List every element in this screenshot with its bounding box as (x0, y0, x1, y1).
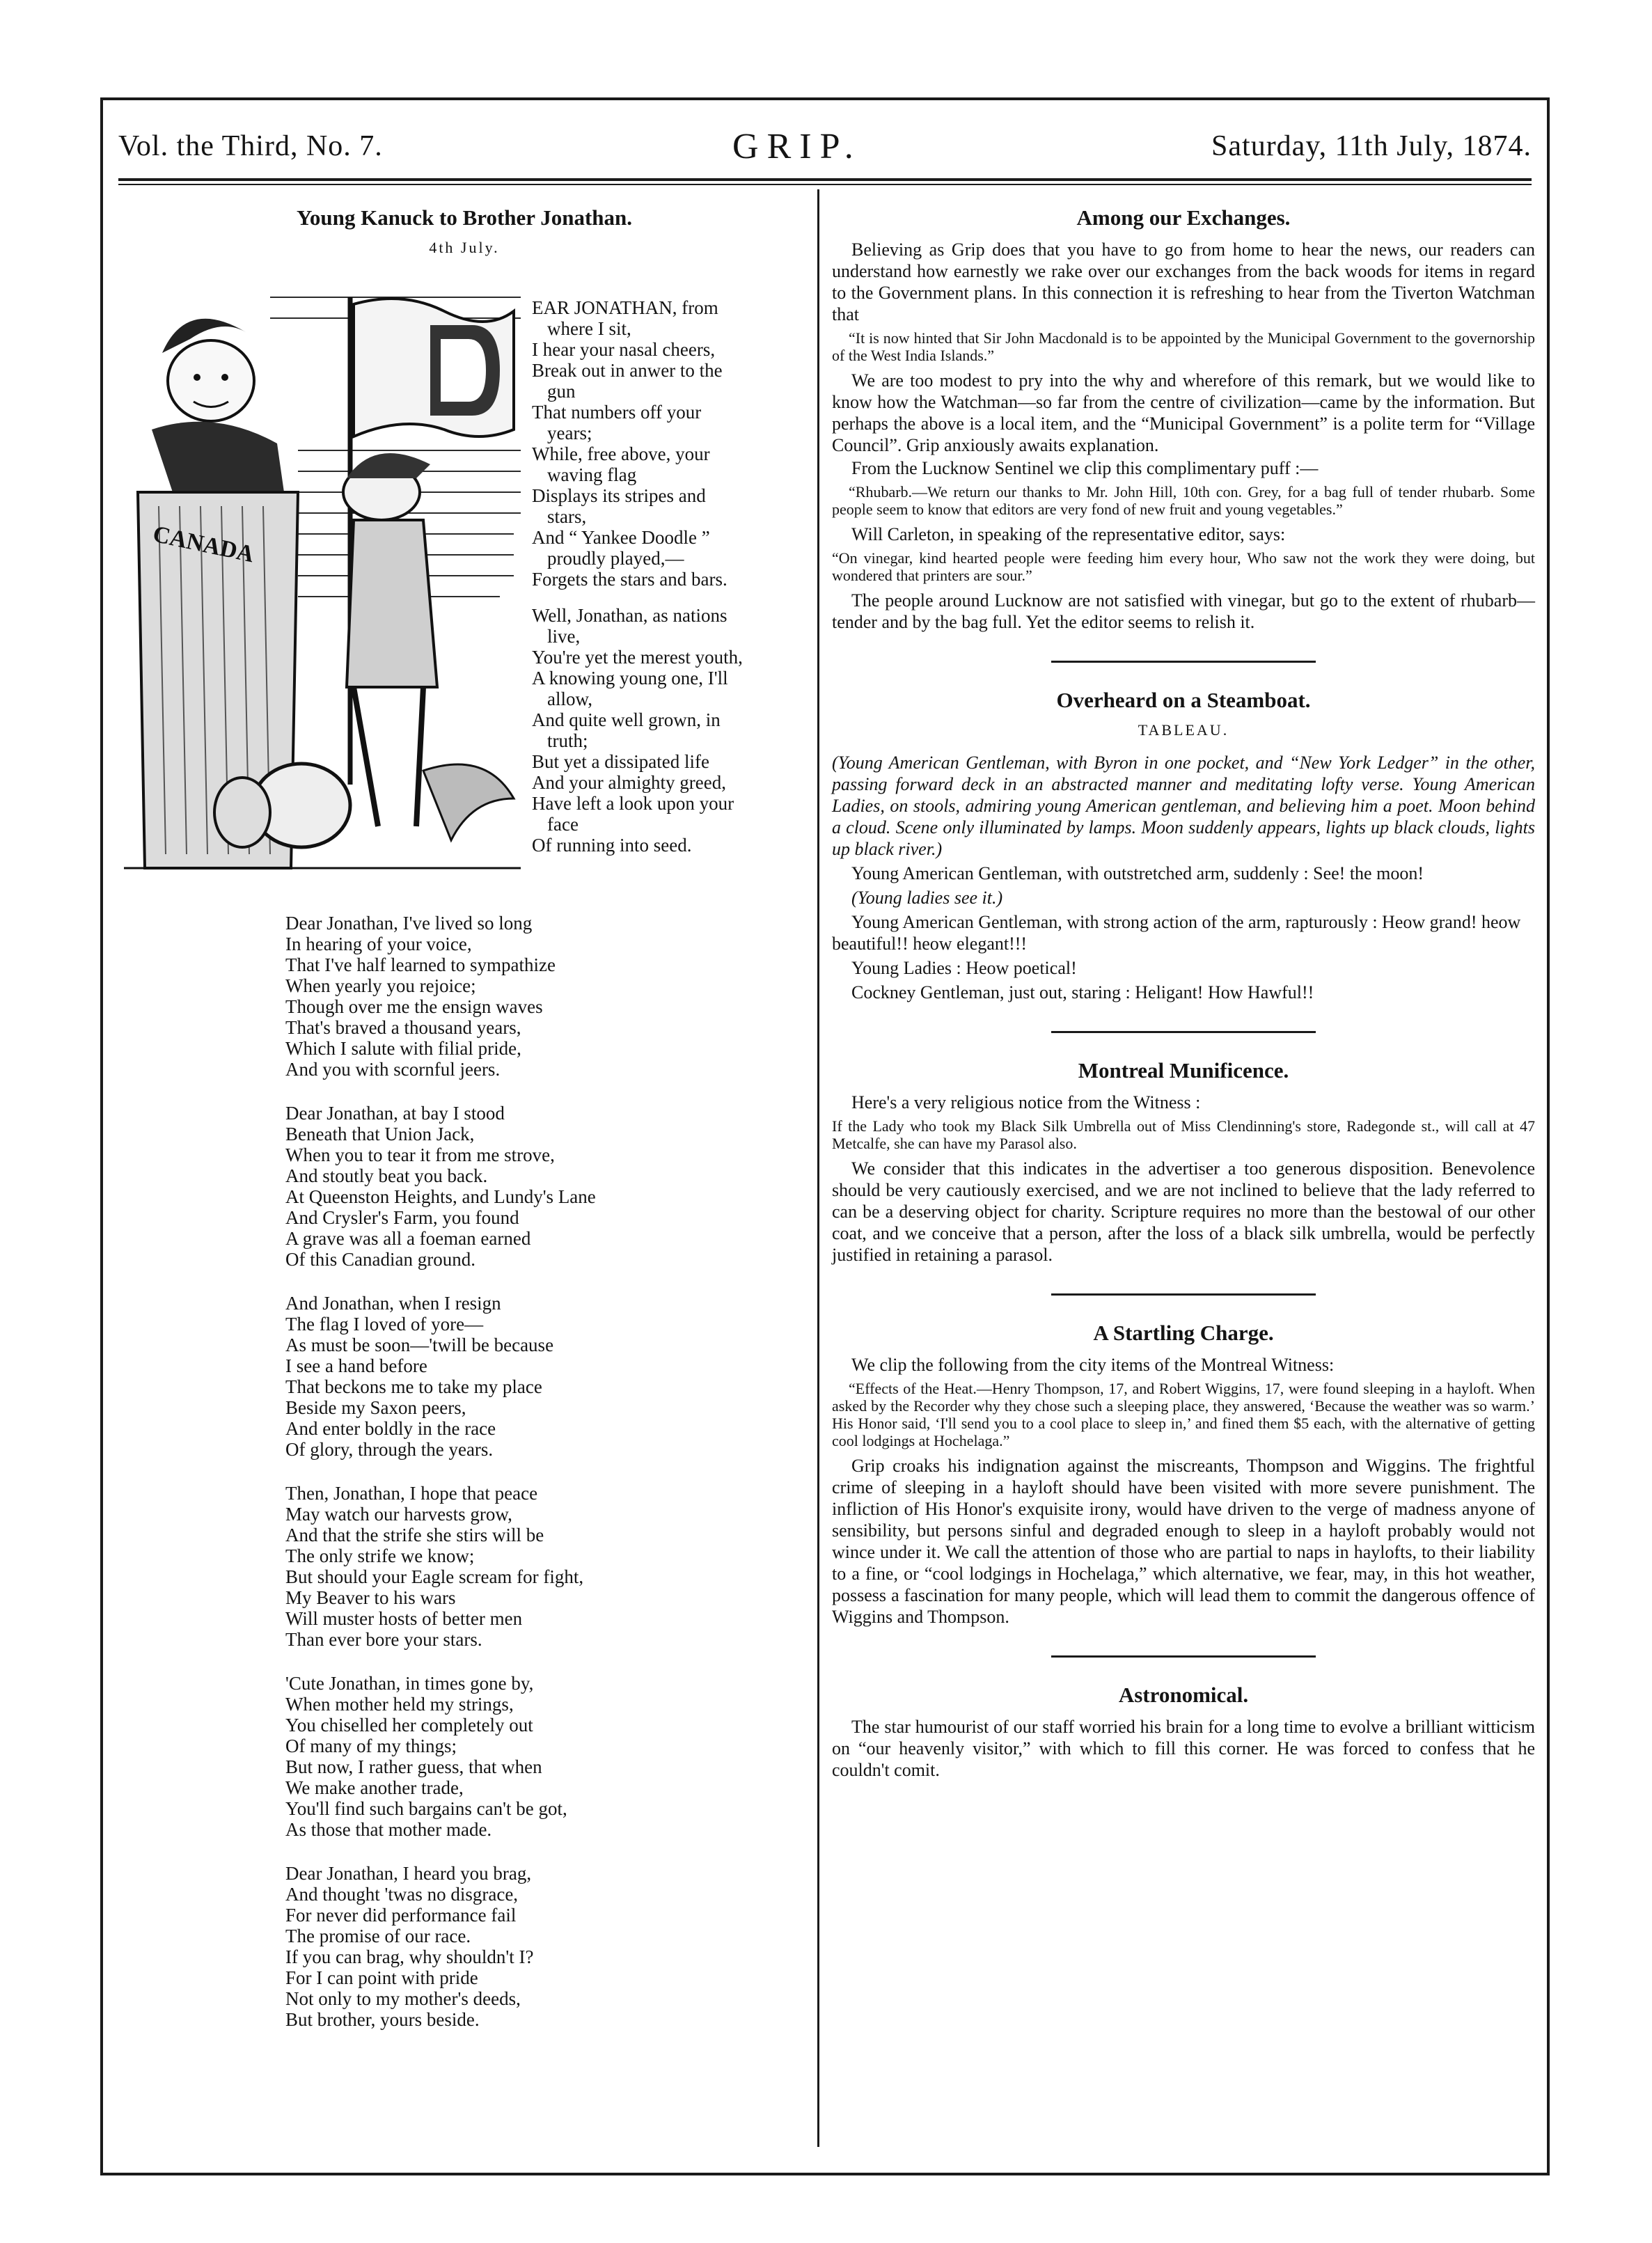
masthead-rule-bottom (118, 184, 1532, 185)
verse-line: But now, I rather guess, that when (285, 1756, 542, 1777)
verse-line: But should your Eagle scream for fight, (285, 1566, 584, 1587)
verse-line: Of glory, through the years. (285, 1439, 494, 1460)
poem-title: Young Kanuck to Brother Jonathan. (296, 205, 633, 230)
poem-opening (124, 269, 805, 882)
article-title: Astronomical. (1118, 1683, 1249, 1707)
article-title: Montreal Munificence. (1078, 1058, 1289, 1083)
stanza (285, 1673, 805, 1840)
dialogue-line: Young Ladies : Heow poetical! (851, 958, 1077, 978)
verse-line: Dear Jonathan, at bay I stood (285, 1103, 505, 1124)
verse-line: Of running into seed. (532, 835, 692, 856)
stage-direction: (Young American Gentleman, with Byron in one pocket, and “New York Ledger” in the other, passing forward deck in an abstracted manner and meditating lofty verse. Young American Ladies, on stools, admiring young American gentleman, and believing him a poet. Moon behind a cloud. Scene only illuminated by lamps. Moon suddenly appears, lights up black clouds, lights up black river.) (832, 753, 1535, 859)
verse-line: When yearly you rejoice; (285, 975, 476, 996)
article-paragraph: The star humourist of our staff worried his brain for a long time to evolve a brilliant witticism on “our heavenly visitor,” with which to fill this corner. He was forced to confess that he couldn't comit. (832, 1717, 1535, 1780)
column-divider (817, 189, 819, 2147)
verse-line: Break out in anwer to the (532, 360, 723, 381)
verse-line: gun (547, 381, 576, 402)
issue-date: Saturday, 11th July, 1874. (1211, 130, 1532, 162)
verse-line: While, free above, your (532, 443, 710, 464)
verse-line: A knowing young one, I'll (532, 668, 728, 688)
dialogue-line: Young American Gentleman, with outstretched arm, suddenly : See! the moon! (851, 863, 1424, 883)
masthead-rule-top (118, 178, 1532, 181)
article-paragraph: The people around Lucknow are not satisfied with vinegar, but go to the extent of rhubarb—tender and by the bag full. Yet the editor seems to relish it. (832, 590, 1535, 632)
verse-line: Will muster hosts of better men (285, 1608, 523, 1629)
section-divider (1051, 1293, 1316, 1296)
verse-line: We make another trade, (285, 1777, 464, 1798)
quoted-extract: “It is now hinted that Sir John Macdonald is to be appointed by the Municipal Government to the governorship of the West India Islands.” (832, 329, 1535, 364)
verse-line: At Queenston Heights, and Lundy's Lane (285, 1186, 596, 1207)
verse-line: waving flag (547, 464, 637, 485)
verse-line: And enter boldly in the race (285, 1418, 496, 1439)
newspaper-title: GRIP. (732, 126, 862, 166)
illustration-label: CANADA (150, 521, 257, 568)
cartoon-illustration (124, 269, 521, 882)
verse-line: But brother, yours beside. (285, 2009, 480, 2030)
verse-line: Beside my Saxon peers, (285, 1397, 466, 1418)
verse-line: Then, Jonathan, I hope that peace (285, 1483, 538, 1504)
verse-line: When mother held my strings, (285, 1694, 514, 1715)
left-column (124, 198, 805, 2053)
quoted-verse: “On vinegar, kind hearted people were feeding him every hour, Who saw not the work they were doing, but wondered that printers are sour.” (832, 549, 1535, 584)
poem-subtitle: 4th July. (429, 239, 500, 256)
stanza-gap (532, 590, 805, 605)
advertisement-notice: If the Lady who took my Black Silk Umbrella out of Miss Clendinning's store, Radegonde st., will call at 47 Metcalfe, she can have my Parasol also. (832, 1117, 1535, 1152)
article-steamboat (832, 688, 1535, 1003)
verse-line: And quite well grown, in (532, 709, 721, 730)
dialogue-line: Young American Gentleman, with strong action of the arm, rapturously : Heow grand! heow beautiful!! heow elegant!!! (832, 912, 1521, 954)
verse-line: EAR JONATHAN, from (532, 297, 718, 318)
article-astronomical (832, 1683, 1535, 1781)
stanza (285, 1863, 805, 2030)
verse-line: In hearing of your voice, (285, 934, 472, 954)
verse-line: Displays its stripes and (532, 485, 706, 506)
verse-line: You chiselled her completely out (285, 1715, 533, 1736)
verse-line: And “ Yankee Doodle ” (532, 527, 710, 548)
verse-line: And your almighty greed, (532, 772, 726, 793)
article-title: Overheard on a Steamboat. (1056, 688, 1311, 712)
section-divider (1051, 661, 1316, 663)
stanza (285, 913, 805, 1080)
verse-line: But yet a dissipated life (532, 751, 709, 772)
verse-line: And Jonathan, when I resign (285, 1293, 501, 1314)
verse-line: Of many of my things; (285, 1736, 457, 1756)
stanza (285, 1483, 805, 1650)
article-exchanges (832, 205, 1535, 633)
verse-line: A grave was all a foeman earned (285, 1228, 531, 1249)
verse-line: For I can point with pride (285, 1967, 478, 1988)
article-paragraph: Will Carleton, in speaking of the representative editor, says: (851, 524, 1286, 544)
quoted-extract: “Effects of the Heat.—Henry Thompson, 17, and Robert Wiggins, 17, were found sleeping in a hayloft. When asked by the Recorder why they chose such a sleeping place, they answered, ‘Because the weather was so warm.’ His Honor said, ‘I'll send you to a cool place to sleep in,’ and fined them $5 each, with the alternative of getting cool lodgings at Hochelaga.” (832, 1380, 1535, 1449)
article-title: A Startling Charge. (1093, 1321, 1274, 1345)
article-title: Among our Exchanges. (1076, 205, 1291, 230)
verse-line: My Beaver to his wars (285, 1587, 456, 1608)
verse-line: The only strife we know; (285, 1545, 475, 1566)
verse-line: Have left a look upon your (532, 793, 734, 814)
verse-line: Dear Jonathan, I heard you brag, (285, 1863, 532, 1884)
verse-line: That numbers off your (532, 402, 702, 423)
article-paragraph: We consider that this indicates in the advertiser a too generous disposition. Benevolence should be very cautiously exercised, and we are not inclined to believe that the lady referred to can be a deserving object for charity. Scripture requires no more than the bestowal of our other coat, and we conceive that a person, after the loss of a black silk umbrella, would be perfectly justified in retaining a parasol. (832, 1158, 1535, 1265)
verse-line: You're yet the merest youth, (532, 647, 743, 668)
verse-line: And thought 'twas no disgrace, (285, 1884, 519, 1905)
verse-line: truth; (547, 730, 588, 751)
verse-line: And that the strife she stirs will be (285, 1525, 544, 1545)
dialogue-line: Cockney Gentleman, just out, staring : Heligant! How Hawful!! (851, 982, 1314, 1002)
verse-line: As those that mother made. (285, 1819, 492, 1840)
quoted-extract: “Rhubarb.—We return our thanks to Mr. John Hill, 10th con. Grey, for a bag full of tender rhubarb. Some people seem to know that editors are very fond of new fruit and young vegetables.” (832, 483, 1535, 518)
article-subtitle: TABLEAU. (1138, 721, 1229, 739)
verse-line: When you to tear it from me strove, (285, 1144, 555, 1165)
right-column (832, 198, 1535, 1782)
verse-line: Than ever bore your stars. (285, 1629, 482, 1650)
verse-line: I see a hand before (285, 1355, 427, 1376)
verse-line: proudly played,— (547, 548, 684, 569)
volume-number: Vol. the Third, No. 7. (118, 130, 383, 162)
verse-line: Forgets the stars and bars. (532, 569, 727, 590)
verse-line: allow, (547, 688, 592, 709)
verse-line: where I sit, (547, 318, 631, 339)
article-paragraph: Grip croaks his indignation against the miscreants, Thompson and Wiggins. The frightful crime of sleeping in a hayloft should have been visited with more severe punishment. The infliction of His Honor's exquisite irony, would have driven to the verge of madness anyone of sensibility, but persons sinful and degraded enough to sleep in a hayloft probably would not wince under it. We call the attention of those who are partial to naps in haylofts, to their liability to a fine, or “cool lodgings in Hochelaga,” which alternative, we fear, may, in this hot weather, possess a fascination for many people, which will lead them to commit the dangerous offence of Wiggins and Thompson. (832, 1456, 1535, 1627)
verse-line: May watch our harvests grow, (285, 1504, 512, 1525)
section-divider (1051, 1031, 1316, 1033)
verse-line: Though over me the ensign waves (285, 996, 543, 1017)
verse-line: I hear your nasal cheers, (532, 339, 716, 360)
verse-line: You'll find such bargains can't be got, (285, 1798, 567, 1819)
verse-line: Beneath that Union Jack, (285, 1124, 475, 1144)
verse-line: As must be soon—'twill be because (285, 1335, 554, 1355)
verse-line: For never did performance fail (285, 1905, 517, 1926)
verse-line: Not only to my mother's deeds, (285, 1988, 521, 2009)
verse-line: 'Cute Jonathan, in times gone by, (285, 1673, 534, 1694)
article-paragraph: Believing as Grip does that you have to go from home to hear the news, our readers can understand how earnestly we rake over our exchanges from the back woods for items in regard to the Government plans. In this connection it is refreshing to hear from the Tiverton Watchman that (832, 239, 1535, 324)
article-charge (832, 1321, 1535, 1628)
article-paragraph: We clip the following from the city items of the Montreal Witness: (851, 1355, 1335, 1375)
verse-line: And you with scornful jeers. (285, 1059, 501, 1080)
verse-line: Dear Jonathan, I've lived so long (285, 913, 533, 934)
verse-line: And stoutly beat you back. (285, 1165, 488, 1186)
section-divider (1051, 1655, 1316, 1658)
verse-line: That beckons me to take my place (285, 1376, 542, 1397)
verse-line: That's braved a thousand years, (285, 1017, 521, 1038)
verse-line: face (547, 814, 579, 835)
verse-line: The promise of our race. (285, 1926, 471, 1946)
verse-line: That I've half learned to sympathize (285, 954, 556, 975)
article-munificence (832, 1058, 1535, 1266)
verse-line: The flag I loved of yore— (285, 1314, 484, 1335)
verse-line: Well, Jonathan, as nations (532, 605, 727, 626)
stanza (285, 1103, 805, 1270)
article-paragraph: From the Lucknow Sentinel we clip this complimentary puff :— (851, 458, 1319, 478)
verse-line: If you can brag, why shouldn't I? (285, 1946, 534, 1967)
verse-line: Which I salute with filial pride, (285, 1038, 521, 1059)
poem-side-verses (532, 297, 805, 882)
masthead (118, 118, 1532, 174)
verse-line: stars, (547, 506, 587, 527)
poem-stanzas (124, 913, 805, 2030)
stanza (285, 1293, 805, 1460)
article-paragraph: We are too modest to pry into the why and wherefore of this remark, but we would like to know how the Watchman—so far from the centre of civilization—came by the information. But perhaps the above is a local item, and the “Municipal Government” is a polite term for “Village Council”. Grip anxiously awaits explanation. (832, 370, 1535, 455)
verse-line: And Crysler's Farm, you found (285, 1207, 519, 1228)
verse-line: Of this Canadian ground. (285, 1249, 475, 1270)
verse-line: years; (547, 423, 592, 443)
article-paragraph: Here's a very religious notice from the Witness : (851, 1092, 1201, 1112)
stage-direction: (Young ladies see it.) (851, 888, 1003, 908)
verse-line: live, (547, 626, 581, 647)
